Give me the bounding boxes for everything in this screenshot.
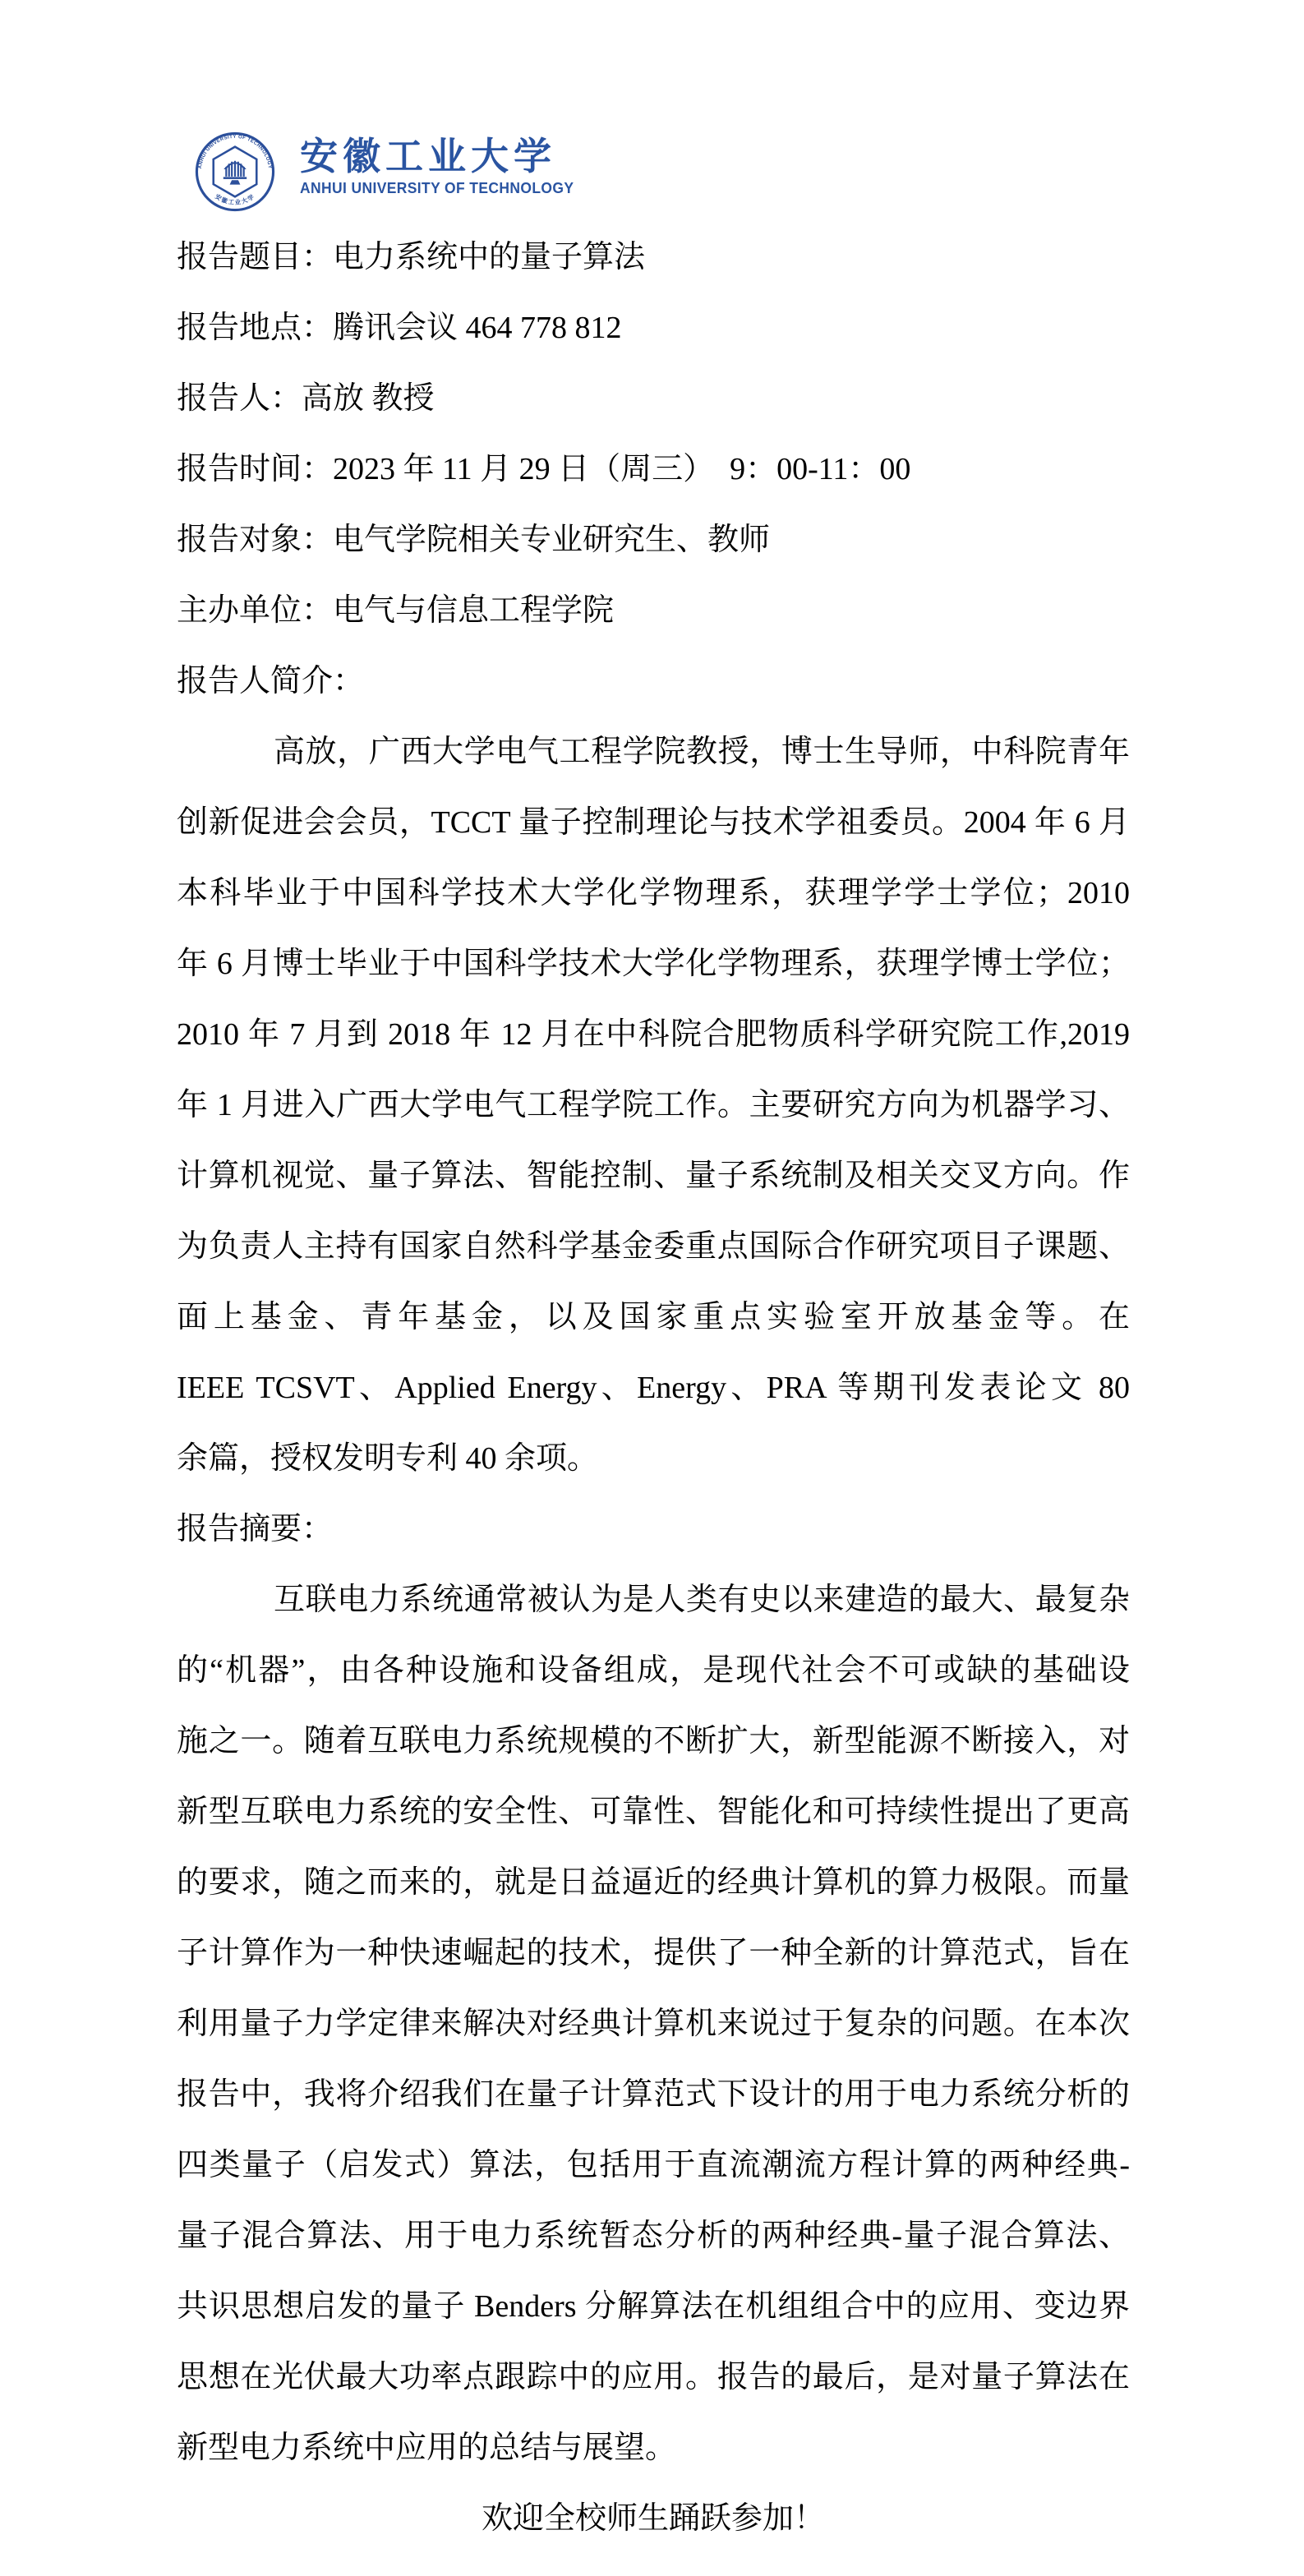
university-name-en: ANHUI UNIVERSITY OF TECHNOLOGY: [300, 180, 574, 196]
announcement-body: [177, 222, 1130, 2554]
bio-line: 本科毕业于中国科学技术大学化学物理系，获理学学士学位；2010: [177, 876, 1130, 910]
abstract-line: 施之一。随着互联电力系统规模的不断扩大，新型能源不断接入，对: [177, 1724, 1130, 1758]
abstract-line: 量子混合算法、用于电力系统暂态分析的两种经典-量子混合算法、: [177, 2219, 1130, 2253]
abstract-line: 的要求，随之而来的，就是日益逼近的经典计算机的算力极限。而量: [177, 1865, 1130, 1900]
abstract-line: 子计算作为一种快速崛起的技术，提供了一种全新的计算范式，旨在: [177, 1936, 1130, 1970]
bio-line: 创新促进会会员，TCCT 量子控制理论与技术学祖委员。2004 年 6 月: [177, 805, 1130, 840]
seal-building-glyph: [223, 161, 247, 185]
abstract-line: 新型互联电力系统的安全性、可靠性、智能化和可持续性提出了更高: [177, 1795, 1130, 1829]
bio-line: 年 6 月博士毕业于中国科学技术大学化学物理系，获理学博士学位；: [177, 947, 1130, 981]
university-logo: [195, 131, 583, 212]
abstract-line: 互联电力系统通常被认为是人类有史以来建造的最大、最复杂: [274, 1583, 1130, 1617]
university-seal-icon: [195, 131, 275, 212]
abstract-line: 的“机器”，由各种设施和设备组成，是现代社会不可或缺的基础设: [177, 1653, 1130, 1688]
abstract-line: 报告中，我将介绍我们在量子计算范式下设计的用于电力系统分析的: [177, 2077, 1130, 2112]
abstract-line: 利用量子力学定律来解决对经典计算机来说过于复杂的问题。在本次: [177, 2007, 1130, 2041]
bio-heading: 报告人简介：: [177, 664, 365, 698]
logo-wordmark: [300, 131, 583, 196]
bio-line: 面上基金、青年基金，以及国家重点实验室开放基金等。在: [177, 1300, 1130, 1334]
svg-text:安徽工业大学: 安徽工业大学: [214, 192, 256, 207]
report-audience-line: 报告对象：电气学院相关专业研究生、教师: [177, 523, 771, 557]
bio-line: 年 1 月进入广西大学电气工程学院工作。主要研究方向为机器学习、: [177, 1088, 1130, 1122]
bio-line: 为负责人主持有国家自然科学基金委重点国际合作研究项目子课题、: [177, 1229, 1130, 1264]
report-location-line: 报告地点：腾讯会议 464 778 812: [177, 311, 622, 345]
svg-text:ANHUI UNIVERSITY OF TECHNOLOGY: ANHUI UNIVERSITY OF TECHNOLOGY: [197, 134, 273, 169]
abstract-line: 四类量子（启发式）算法，包括用于直流潮流方程计算的两种经典-: [177, 2148, 1130, 2182]
university-name-cn: 安徽工业大学: [300, 136, 556, 177]
bio-line: IEEE TCSVT、Applied Energy、Energy、PRA 等期刊发表论文 80: [177, 1371, 1130, 1405]
bio-line: 高放，广西大学电气工程学院教授，博士生导师，中科院青年: [274, 735, 1130, 769]
report-organizer-line: 主办单位：电气与信息工程学院: [177, 593, 615, 628]
report-title-line: 报告题目：电力系统中的量子算法: [177, 240, 646, 274]
report-time-line: 报告时间：2023 年 11 月 29 日（周三） 9：00-11：00: [177, 452, 911, 486]
bio-line: 余篇，授权发明专利 40 余项。: [177, 1441, 599, 1476]
abstract-line: 共识思想启发的量子 Benders 分解算法在机组组合中的应用、变边界: [177, 2289, 1130, 2324]
abstract-line: 思想在光伏最大功率点跟踪中的应用。报告的最后，是对量子算法在: [177, 2360, 1130, 2394]
welcome-line: 欢迎全校师生踊跃参加！: [481, 2501, 825, 2536]
abstract-heading: 报告摘要：: [177, 1512, 334, 1546]
abstract-line: 新型电力系统中应用的总结与展望。: [177, 2431, 677, 2465]
bio-line: 2010 年 7 月到 2018 年 12 月在中科院合肥物质科学研究院工作,2019: [177, 1017, 1130, 1052]
report-speaker-line: 报告人：高放 教授: [177, 381, 435, 416]
bio-line: 计算机视觉、量子算法、智能控制、量子系统制及相关交叉方向。作: [177, 1159, 1130, 1193]
